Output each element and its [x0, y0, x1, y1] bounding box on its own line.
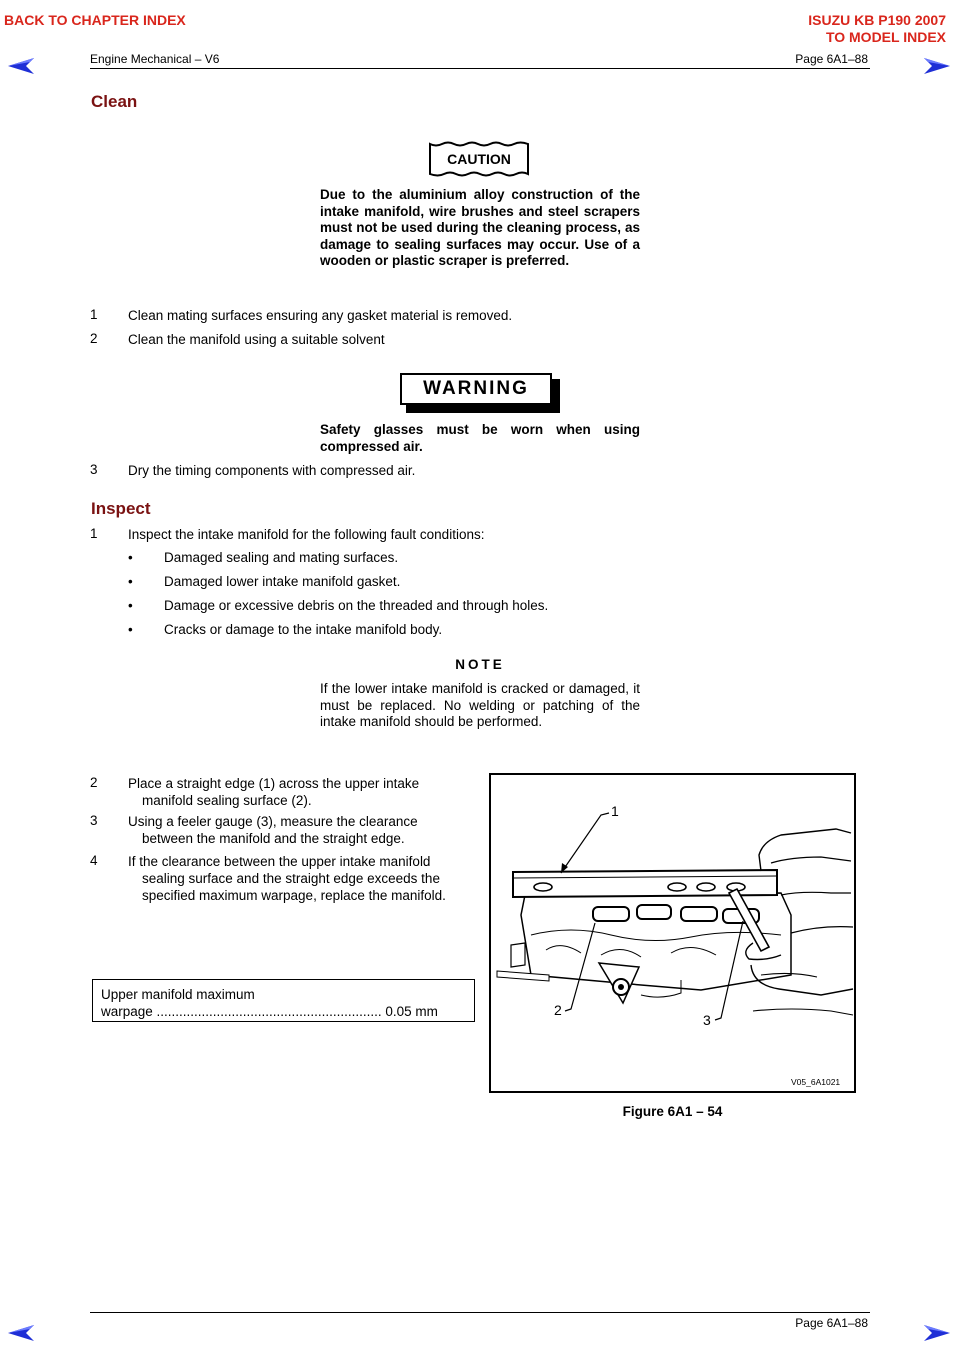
callout-1: 1 — [611, 803, 619, 819]
footer-rule — [90, 1312, 870, 1313]
note-label: NOTE — [455, 657, 505, 672]
warning-badge — [400, 373, 562, 415]
next-page-arrow-bottom-icon[interactable] — [922, 1323, 952, 1343]
inspect-step-4-number: 4 — [90, 853, 98, 868]
inspect-step-2-line-1: Place a straight edge (1) across the upper intake — [128, 776, 420, 791]
manifold-illustration — [491, 775, 854, 1091]
inspect-bullet-2: Damaged lower intake manifold gasket. — [164, 574, 401, 589]
warning-label: WARNING — [423, 378, 529, 399]
figure-code: V05_6A1021 — [791, 1077, 841, 1087]
spec-label: Upper manifold maximum — [101, 987, 255, 1002]
inspect-step-3-number: 3 — [90, 813, 98, 828]
clean-heading: Clean — [91, 92, 138, 111]
back-to-chapter-index-link[interactable]: BACK TO CHAPTER INDEX — [4, 12, 186, 28]
caution-text: Due to the aluminium alloy construction of the intake manifold, wire brushes and steel scrapers must not be used during the cleaning process, as damage to sealing surfaces may occur. Use of a wooden or plastic scraper is preferred. — [320, 187, 640, 268]
bullet-glyph: • — [128, 622, 133, 637]
inspect-step-4-line-2: sealing surface and the straight edge exceeds the — [142, 871, 440, 886]
clean-step-2-number: 2 — [90, 331, 98, 346]
inspect-step-1-number: 1 — [90, 526, 98, 541]
inspect-bullet-1: Damaged sealing and mating surfaces. — [164, 550, 399, 565]
header-page-number: Page 6A1–88 — [795, 52, 868, 66]
figure-manifold-warpage — [489, 773, 856, 1093]
clean-step-2-text: Clean the manifold using a suitable solvent — [128, 332, 385, 347]
caution-label: CAUTION — [447, 151, 511, 167]
header-rule — [90, 68, 870, 69]
warning-text: Safety glasses must be worn when using compressed air. — [320, 422, 640, 454]
callout-3: 3 — [703, 1012, 711, 1028]
inspect-heading: Inspect — [91, 499, 151, 518]
inspect-bullet-3: Damage or excessive debris on the threaded and through holes. — [164, 598, 549, 613]
warpage-spec-box — [92, 979, 475, 1022]
figure-caption: Figure 6A1 – 54 — [622, 1104, 723, 1119]
clean-step-1-text: Clean mating surfaces ensuring any gasket material is removed. — [128, 308, 513, 323]
bullet-glyph: • — [128, 550, 133, 565]
note-text: If the lower intake manifold is cracked or damaged, it must be replaced. No welding or patching of the intake manifold should be performed. — [320, 681, 640, 729]
to-model-index-label: TO MODEL INDEX — [825, 29, 946, 45]
inspect-step-2-text — [128, 775, 419, 809]
inspect-step-1-text: Inspect the intake manifold for the following fault conditions: — [128, 527, 485, 542]
callout-2: 2 — [554, 1002, 562, 1018]
header-section-title: Engine Mechanical – V6 — [90, 52, 220, 66]
inspect-step-2-number: 2 — [90, 775, 98, 790]
spec-value: warpage ............................................................ 0.05 mm — [101, 1004, 438, 1019]
clean-step-3-text: Dry the timing components with compressed air. — [128, 463, 416, 478]
inspect-step-2-line-2: manifold sealing surface (2). — [142, 793, 312, 808]
inspect-step-4-text — [128, 853, 446, 904]
inspect-step-3-line-2: between the manifold and the straight edge. — [142, 831, 405, 846]
inspect-step-3-line-1: Using a feeler gauge (3), measure the clearance — [128, 814, 418, 829]
model-title: ISUZU KB P190 2007 — [808, 12, 946, 28]
inspect-step-4-line-1: If the clearance between the upper intake manifold — [128, 854, 431, 869]
previous-page-arrow-bottom-icon[interactable] — [6, 1323, 36, 1343]
previous-page-arrow-icon[interactable] — [6, 56, 36, 76]
caution-badge — [426, 141, 532, 177]
bullet-glyph: • — [128, 574, 133, 589]
next-page-arrow-icon[interactable] — [922, 56, 952, 76]
clean-step-3-number: 3 — [90, 462, 98, 477]
inspect-step-3-text — [128, 813, 418, 847]
model-index-link[interactable] — [808, 12, 946, 46]
clean-step-1-number: 1 — [90, 307, 98, 322]
inspect-bullet-4: Cracks or damage to the intake manifold body. — [164, 622, 443, 637]
footer-page-number: Page 6A1–88 — [795, 1316, 868, 1330]
inspect-step-4-line-3: specified maximum warpage, replace the manifold. — [142, 888, 446, 903]
bullet-glyph: • — [128, 598, 133, 613]
